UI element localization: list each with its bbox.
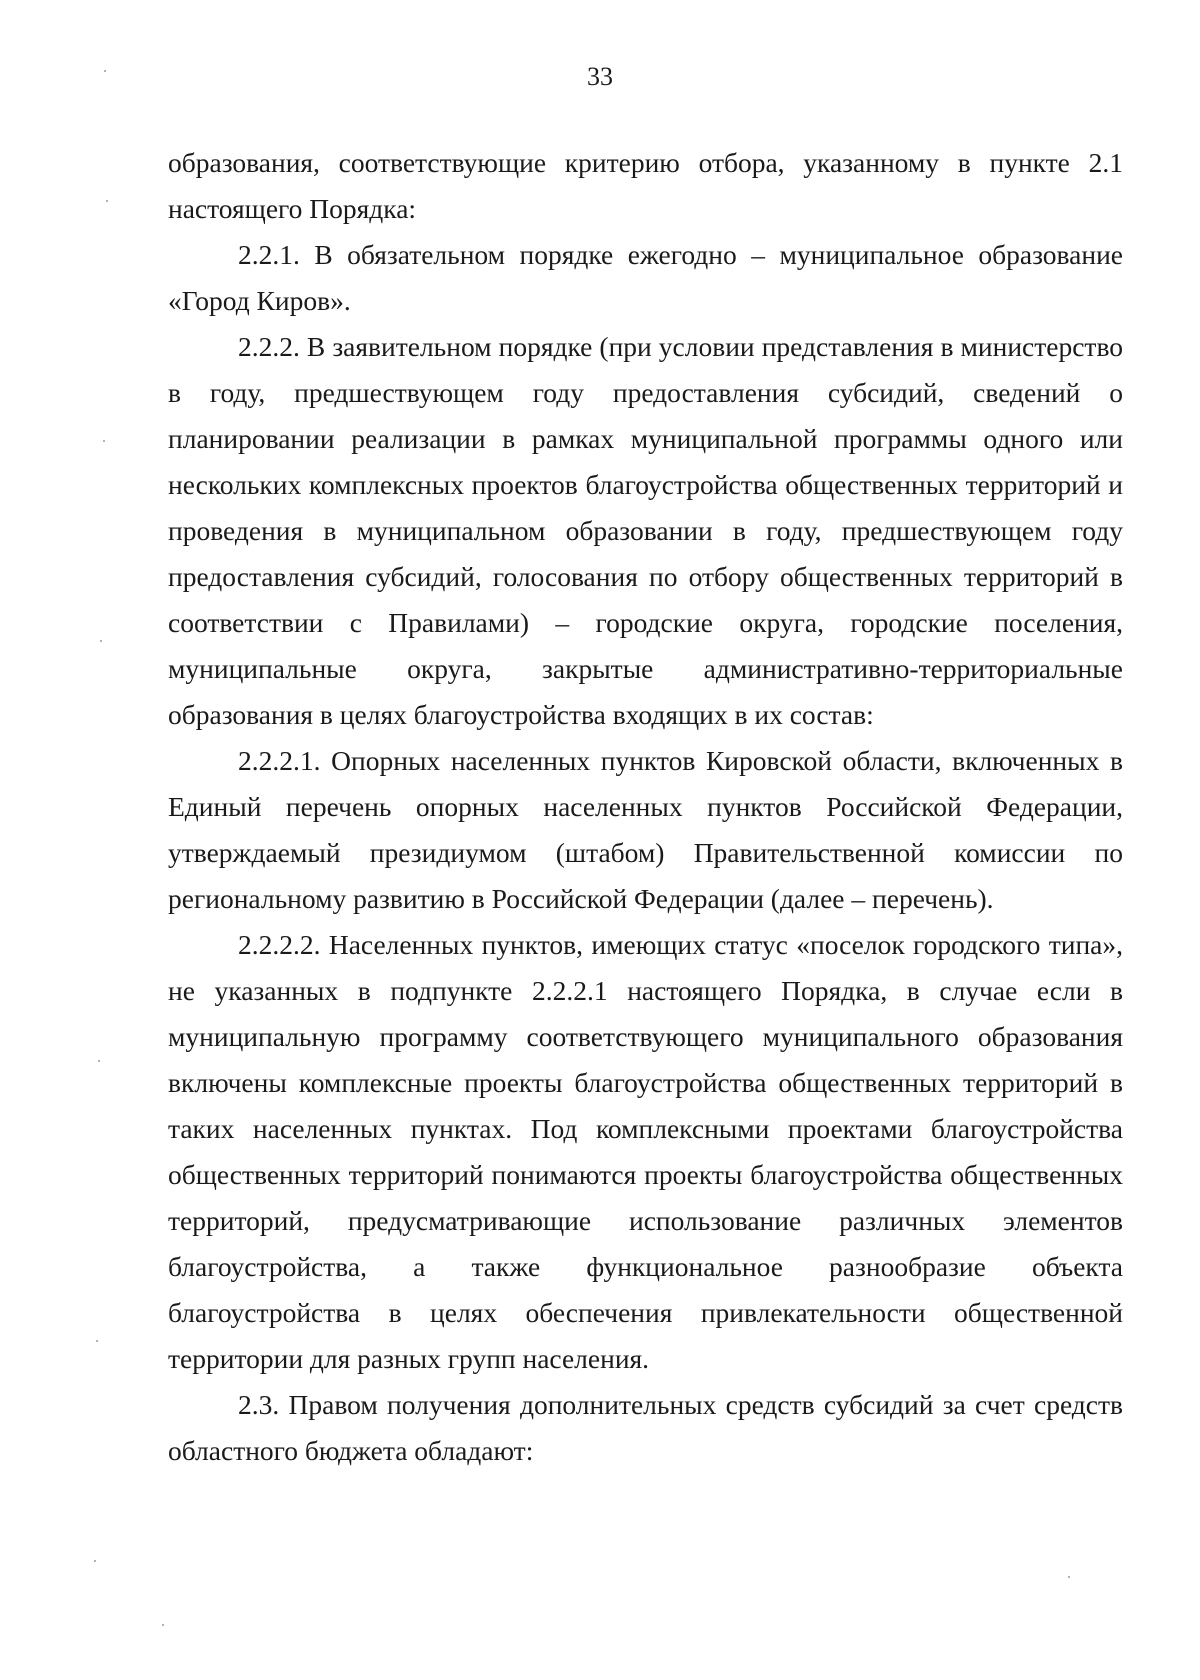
scan-speck [103,440,105,442]
scan-speck [100,640,102,642]
scan-speck [94,1560,96,1562]
scan-speck [106,200,108,202]
page-number: 33 [587,62,613,91]
paragraph-2-2-1: 2.2.1. В обязательном порядке ежегодно – муниципальное образование «Город Киров». [168,239,1123,316]
paragraph-2-2-2-1: 2.2.2.1. Опорных населенных пунктов Кировской области, включенных в Единый перечень опорных населенных пунктов Российской Федерации, утверждаемый президиумом (штабом) Правительственной комиссии по региональному развитию в Российской Федерации (далее – перечень). [168,745,1123,914]
scan-speck [98,1060,100,1062]
paragraph-2-3: 2.3. Правом получения дополнительных средств субсидий за счет средств областного бюджета обладают: [168,1389,1123,1466]
scan-speck [162,1624,164,1626]
scan-speck [1068,1576,1070,1578]
paragraph-continuation: образования, соответствующие критерию отбора, указанному в пункте 2.1 настоящего Порядка: [168,147,1123,224]
scan-speck [96,1340,98,1342]
scan-speck [104,70,106,72]
paragraph-2-2-2-2: 2.2.2.2. Населенных пунктов, имеющих статус «поселок городского типа», не указанных в подпункте 2.2.2.1 настоящего Порядка, в случае если в муниципальную программу соответствующего муниципального образования включены комплексные проекты благоустройства общественных территорий в таких населенных пунктах. Под комплексными проектами благоустройства общественных территорий понимаются проекты благоустройства общественных территорий, предусматривающие использование различных элементов благоустройства, а также функциональное разнообразие объекта благоустройства в целях обеспечения привлекательности общественной территории для разных групп населения. [168,929,1123,1374]
paragraph-2-2-2: 2.2.2. В заявительном порядке (при условии представления в министерство в году, предшествующем году предоставления субсидий, сведений о планировании реализации в рамках муниципальной программы одного или нескольких комплексных проектов благоустройства общественных территорий и проведения в муниципальном образовании в году, предшествующем году предоставления субсидий, голосования по отбору общественных территорий в соответствии с Правилами) – городские округа, городские поселения, муниципальные округа, закрытые административно-территориальные образования в целях благоустройства входящих в их состав: [168,331,1123,730]
document-body [168,140,1123,1474]
